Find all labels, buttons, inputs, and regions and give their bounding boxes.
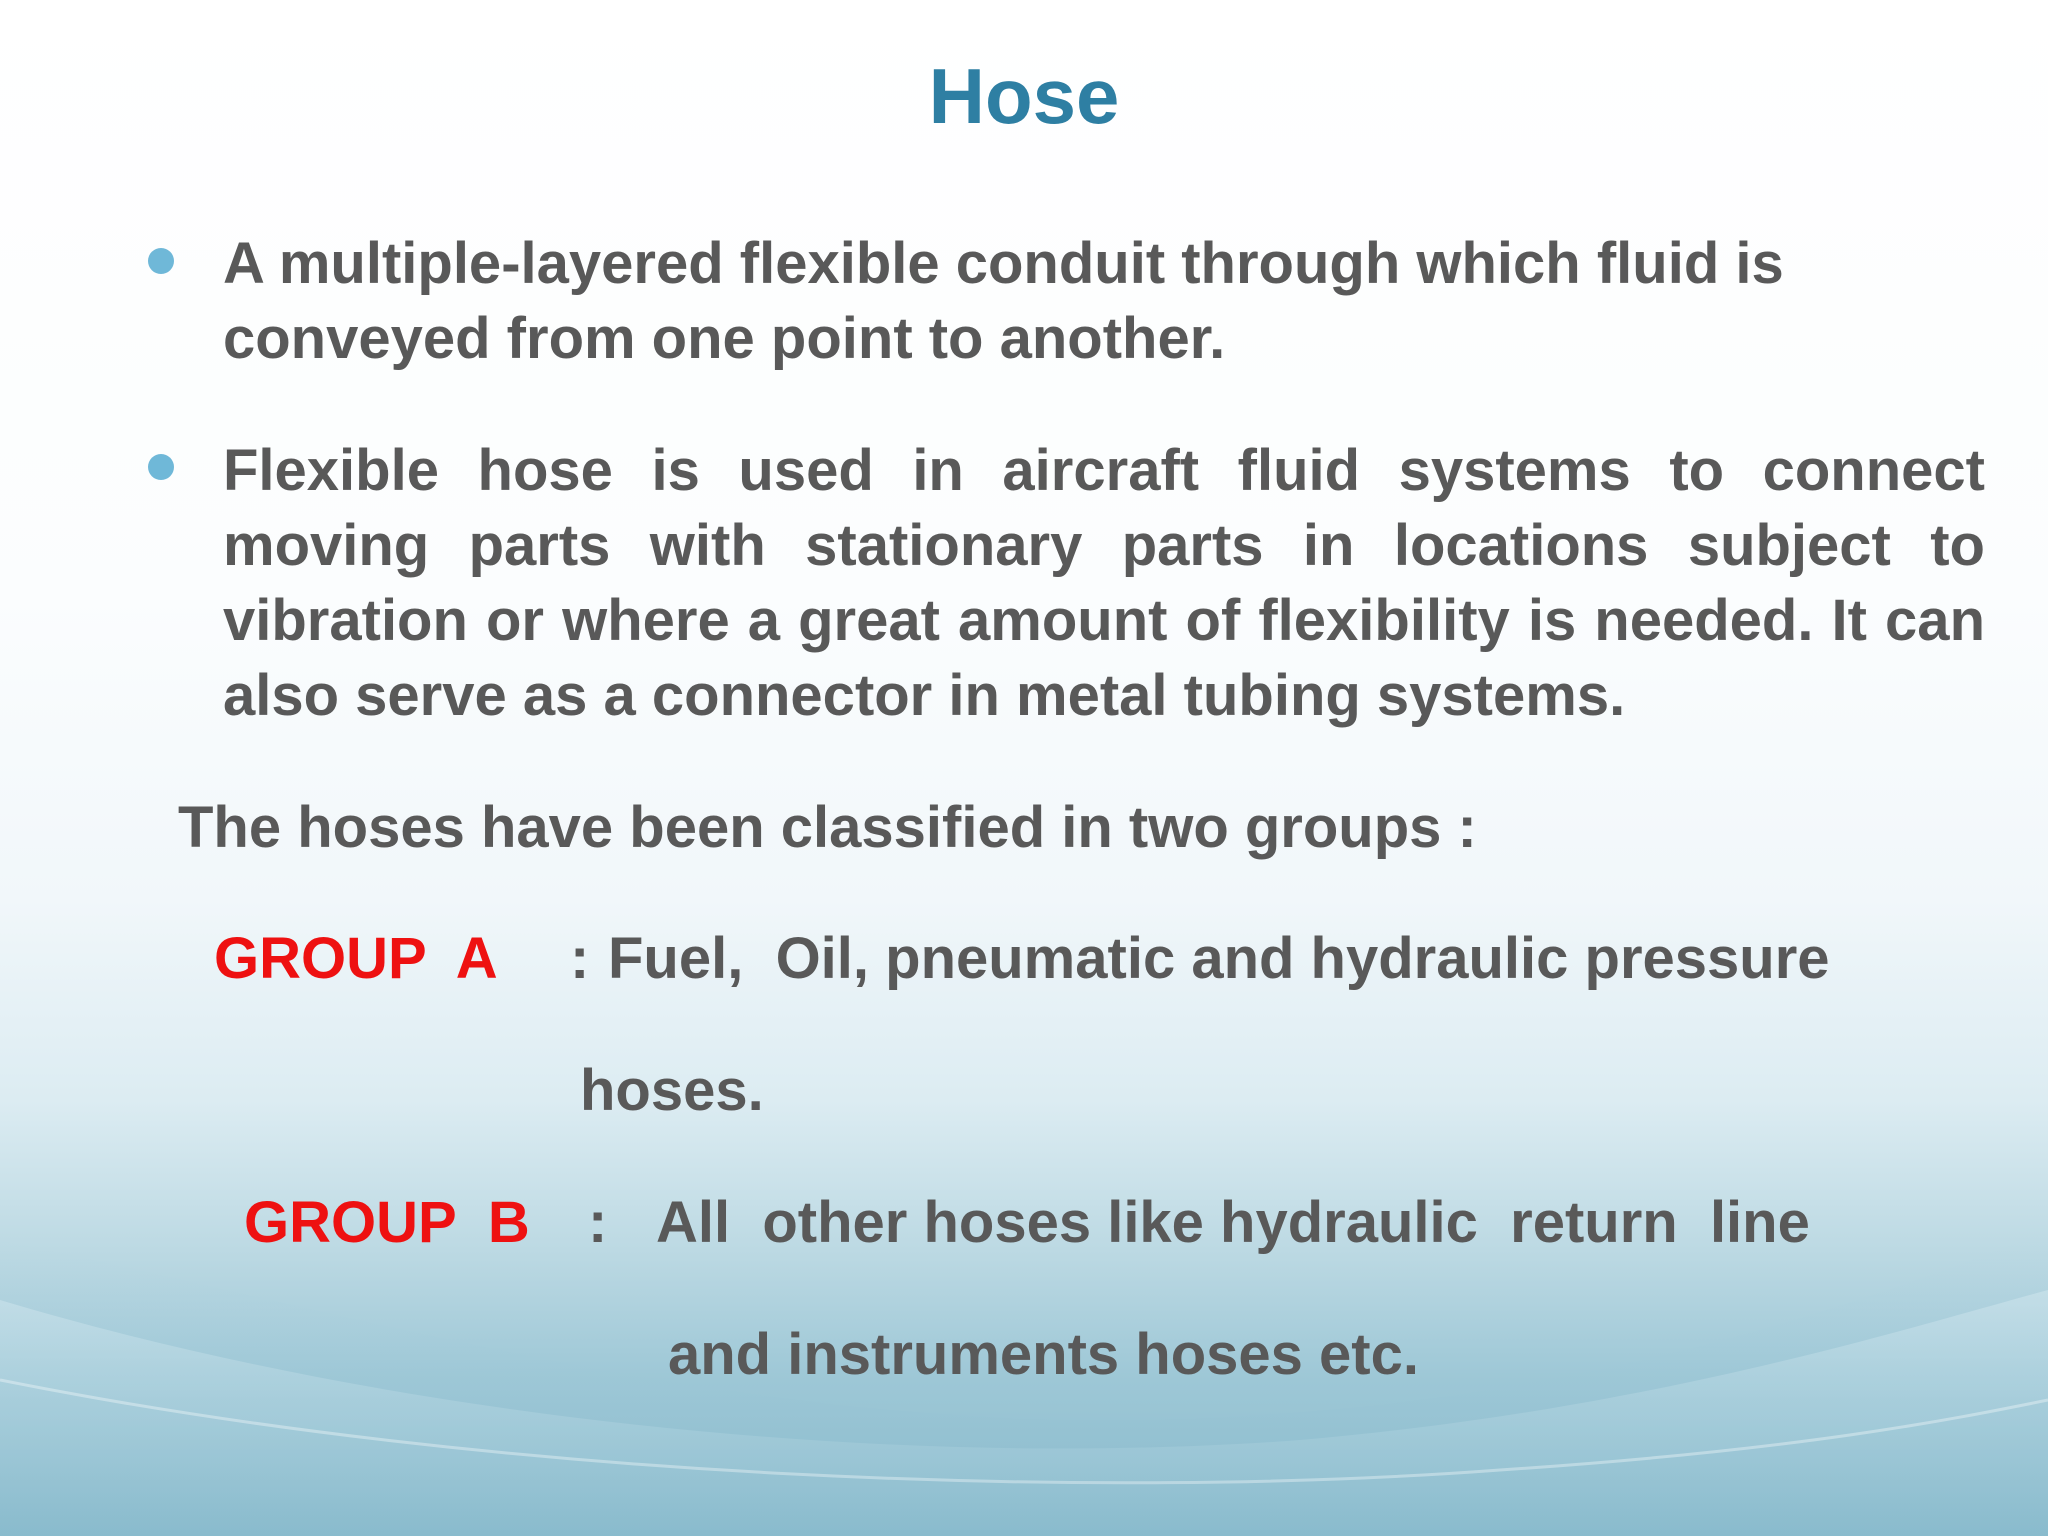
bullet-item-1: A multiple-layered flexible conduit through which fluid is conveyed from one point to another. <box>223 231 1784 371</box>
bullet-item-2: Flexible hose is used in aircraft fluid systems to connect moving parts with stationary parts in locations subject to vibration or where a great amount of flexibility is needed. It can also serve as a connector in metal tubing systems. <box>223 438 1985 728</box>
group-a-description-continued: hoses. <box>580 1058 764 1123</box>
group-b-description-continued: and instruments hoses etc. <box>668 1322 1419 1387</box>
group-a-separator: : <box>570 926 590 991</box>
classification-intro: The hoses have been classified in two groups : <box>178 795 1477 860</box>
slide-title: Hose <box>928 52 1120 140</box>
group-a-description: Fuel, Oil, pneumatic and hydraulic pressure <box>608 926 1830 991</box>
bullet-dot-icon <box>148 454 174 480</box>
bullet-dot-icon <box>148 248 174 274</box>
group-b-description: All other hoses like hydraulic return line <box>656 1190 1810 1255</box>
group-a-label: GROUP A <box>214 926 498 991</box>
group-b-separator: : <box>588 1190 608 1255</box>
group-b-label: GROUP B <box>244 1190 530 1255</box>
